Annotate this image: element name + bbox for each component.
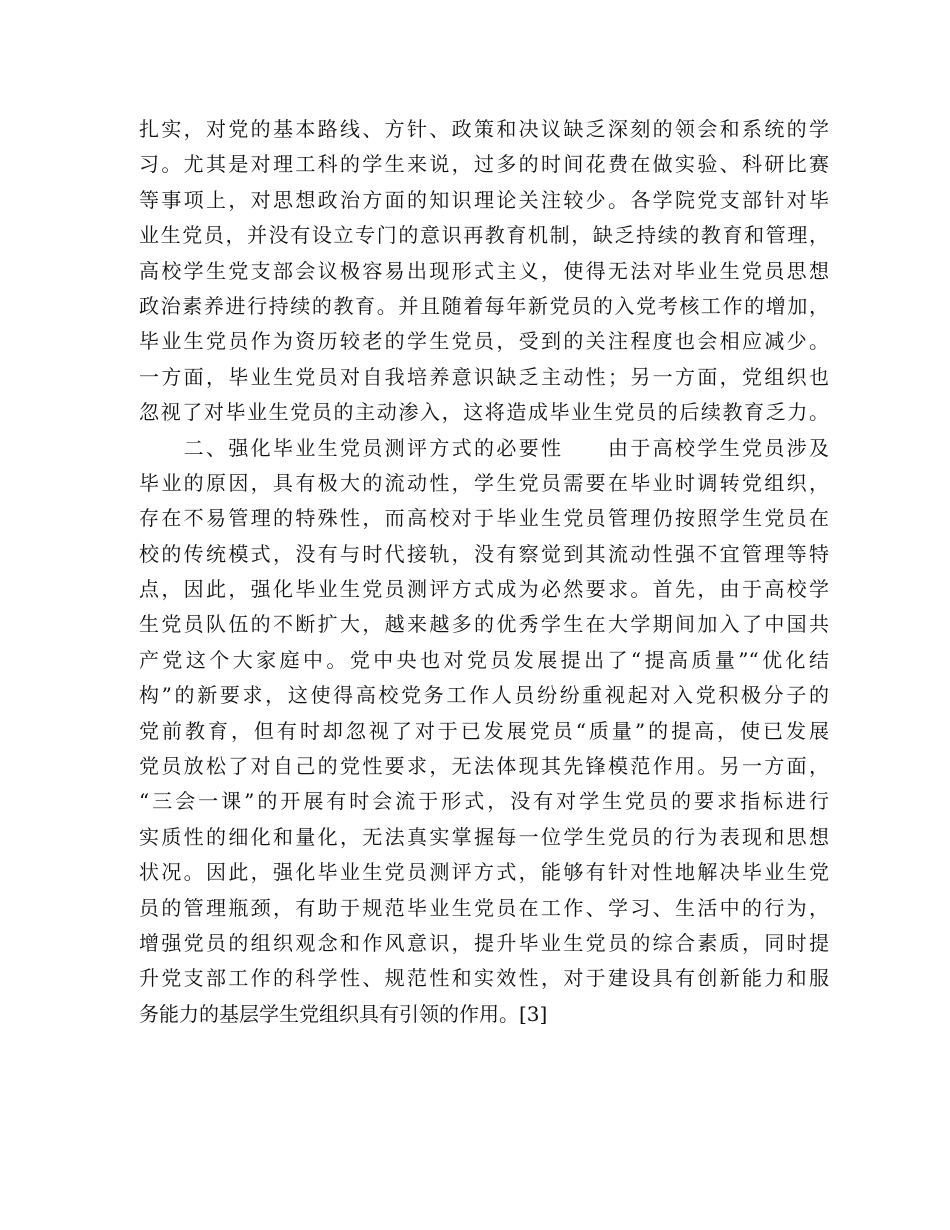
body-text xyxy=(139,112,829,1032)
text-line: 升党支部工作的科学性、规范性和实效性，对于建设具有创新能力和服 xyxy=(139,966,829,991)
text-line: 状况。因此，强化毕业生党员测评方式，能够有针对性地解决毕业生党 xyxy=(139,860,829,885)
text-line: 生党员队伍的不断扩大，越来越多的优秀学生在大学期间加入了中国共 xyxy=(139,612,829,637)
text-line: 员的管理瓶颈，有助于规范毕业生党员在工作、学习、生活中的行为， xyxy=(139,895,829,920)
text-line: 扎实，对党的基本路线、方针、政策和决议缺乏深刻的领会和系统的学 xyxy=(139,117,829,141)
text-line: 等事项上，对思想政治方面的知识理论关注较少。各学院党支部针对毕 xyxy=(139,187,829,212)
text-line: 党员放松了对自己的党性要求，无法体现其先锋模范作用。另一方面， xyxy=(139,754,829,779)
text-line: 高校学生党支部会议极容易出现形式主义，使得无法对毕业生党员思想 xyxy=(139,258,829,283)
text-line: 二、强化毕业生党员测评方式的必要性 由于高校学生党员涉及 xyxy=(139,435,829,460)
text-line: 增强党员的组织观念和作风意识，提升毕业生党员的综合素质，同时提 xyxy=(139,930,829,955)
text-line: 实质性的细化和量化，无法真实掌握每一位学生党员的行为表现和思想 xyxy=(139,824,829,849)
text-line: 校的传统模式，没有与时代接轨，没有察觉到其流动性强不宜管理等特 xyxy=(139,541,829,566)
text-line: “三会一课”的开展有时会流于形式，没有对学生党员的要求指标进行 xyxy=(139,789,829,814)
text-line: 党前教育，但有时却忽视了对于已发展党员“质量”的提高，使已发展 xyxy=(139,718,829,743)
text-line: 务能力的基层学生党组织具有引领的作用。[3] xyxy=(139,1001,548,1026)
text-line: 业生党员，并没有设立专门的意识再教育机制，缺乏持续的教育和管理， xyxy=(139,223,829,248)
text-line: 产党这个大家庭中。党中央也对党员发展提出了“提高质量”“优化结 xyxy=(139,647,829,672)
text-line: 毕业的原因，具有极大的流动性，学生党员需要在毕业时调转党组织， xyxy=(139,470,829,495)
text-line: 忽视了对毕业生党员的主动渗入，这将造成毕业生党员的后续教育乏力。 xyxy=(139,400,829,425)
text-line: 点，因此，强化毕业生党员测评方式成为必然要求。首先，由于高校学 xyxy=(139,577,829,602)
text-line: 构”的新要求，这使得高校党务工作人员纷纷重视起对入党积极分子的 xyxy=(139,683,829,708)
text-line: 政治素养进行持续的教育。并且随着每年新党员的入党考核工作的增加， xyxy=(139,293,829,318)
text-line: 毕业生党员作为资历较老的学生党员，受到的关注程度也会相应减少。 xyxy=(139,329,829,354)
text-line: 一方面，毕业生党员对自我培养意识缺乏主动性；另一方面，党组织也 xyxy=(139,364,829,389)
text-line: 存在不易管理的特殊性，而高校对于毕业生党员管理仍按照学生党员在 xyxy=(139,506,829,531)
text-line: 习。尤其是对理工科的学生来说，过多的时间花费在做实验、科研比赛 xyxy=(139,152,829,177)
